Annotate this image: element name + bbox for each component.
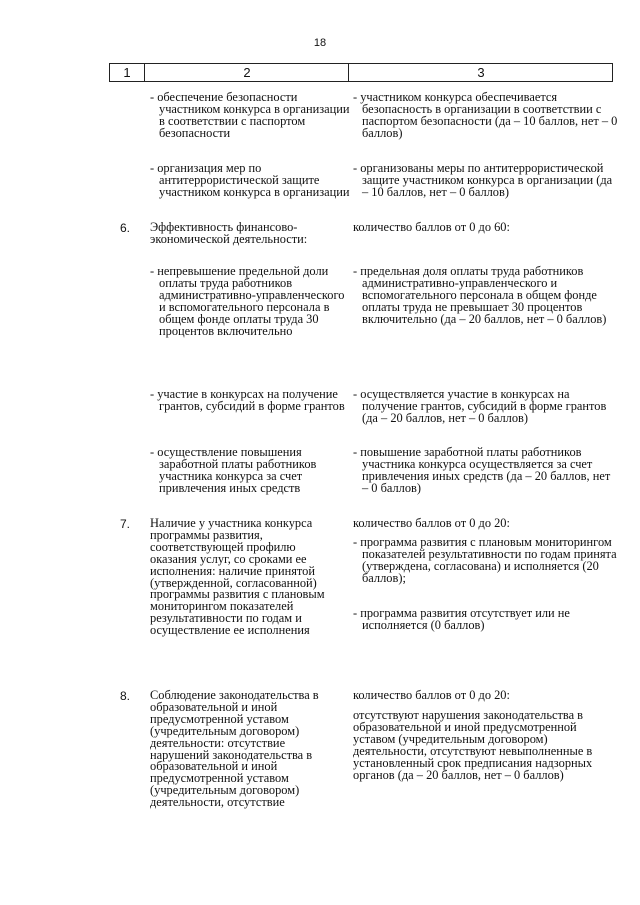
criterion-financial-efficiency: Эффективность финансово-экономической деятельности: xyxy=(150,220,308,246)
scoring-development-program-no: - программа развития отсутствует или не исполняется (0 баллов) xyxy=(353,606,570,632)
scoring-safety-passport: - участником конкурса обеспечивается безопасность в организации в соответствии с паспортом безопасности (да – 10 баллов, нет – 0 баллов) xyxy=(353,90,618,140)
table-header xyxy=(109,63,613,82)
scoring-grants: - осуществляется участие в конкурсах на получение грантов, субсидий в форме грантов (да – 20 баллов, нет – 0 баллов) xyxy=(353,387,607,425)
header-col-2: 2 xyxy=(144,64,349,81)
scoring-development-program-yes: - программа развития с плановым мониторингом показателей результативности по годам принята (утверждена, согласована) и исполняется (20 баллов); xyxy=(353,535,617,585)
criterion-safety-passport: - обеспечение безопасности участником конкурса в организации в соответствии с паспортом безопасности xyxy=(150,90,350,140)
criterion-development-program: Наличие у участника конкурса программы развития, соответствующей профилю оказания услуг, со сроками ее исполнения: наличие принятой (утвержденной, согласованной) программы развития с плановым мониторингом показателей результативности по годам и осуществление ее исполнения xyxy=(150,516,325,638)
scoring-payroll-share: - предельная доля оплаты труда работников административно-управленческого и вспомогательного персонала в общем фонде оплаты труда не превышает 30 процентов включительно (да – 20 баллов, нет – 0 баллов) xyxy=(353,264,607,326)
criterion-antiterror: - организация мер по антитеррористической защите участником конкурса в организации xyxy=(150,161,350,199)
criterion-payroll-share: - непревышение предельной доли оплаты труда работников административно-управленческого и вспомогательного персонала в общем фонде оплаты труда 30 процентов включительно xyxy=(150,264,345,338)
scoring-legal-compliance-detail: отсутствуют нарушения законодательства в образовательной и иной предусмотренной уставом (учредительным договором) деятельности, отсутствуют невыполненные в установленный срок предписания надзорных органов (да – 20 баллов, нет – 0 баллов) xyxy=(353,708,593,782)
row-number-7: 7. xyxy=(120,517,131,531)
row-number-8: 8. xyxy=(120,689,131,703)
scoring-financial-efficiency: количество баллов от 0 до 60: xyxy=(353,220,510,234)
header-col-3: 3 xyxy=(348,64,613,81)
criterion-grants: - участие в конкурсах на получение грантов, субсидий в форме грантов xyxy=(150,387,345,413)
criterion-legal-compliance: Соблюдение законодательства в образовательной и иной предусмотренной уставом (учредительным договором) деятельности: отсутствие нарушений законодательства в образовательной и иной предусмотренной уставом (учредительным договором) деятельности, отсутствие xyxy=(150,688,319,810)
criterion-salary-increase: - осуществление повышения заработной платы работников участника конкурса за счет привлечения иных средств xyxy=(150,445,317,495)
scoring-antiterror: - организованы меры по антитеррористической защите участником конкурса в организации (да – 10 баллов, нет – 0 баллов) xyxy=(353,161,613,199)
row-number-6: 6. xyxy=(120,221,131,235)
scoring-development-program: количество баллов от 0 до 20: xyxy=(353,516,510,530)
scoring-salary-increase: - повышение заработной платы работников участника конкурса осуществляется за счет привлечения иных средств (да – 20 баллов, нет – 0 баллов) xyxy=(353,445,611,495)
page-number: 18 xyxy=(313,37,327,49)
scoring-legal-compliance: количество баллов от 0 до 20: xyxy=(353,688,510,702)
header-col-1: 1 xyxy=(123,65,131,80)
